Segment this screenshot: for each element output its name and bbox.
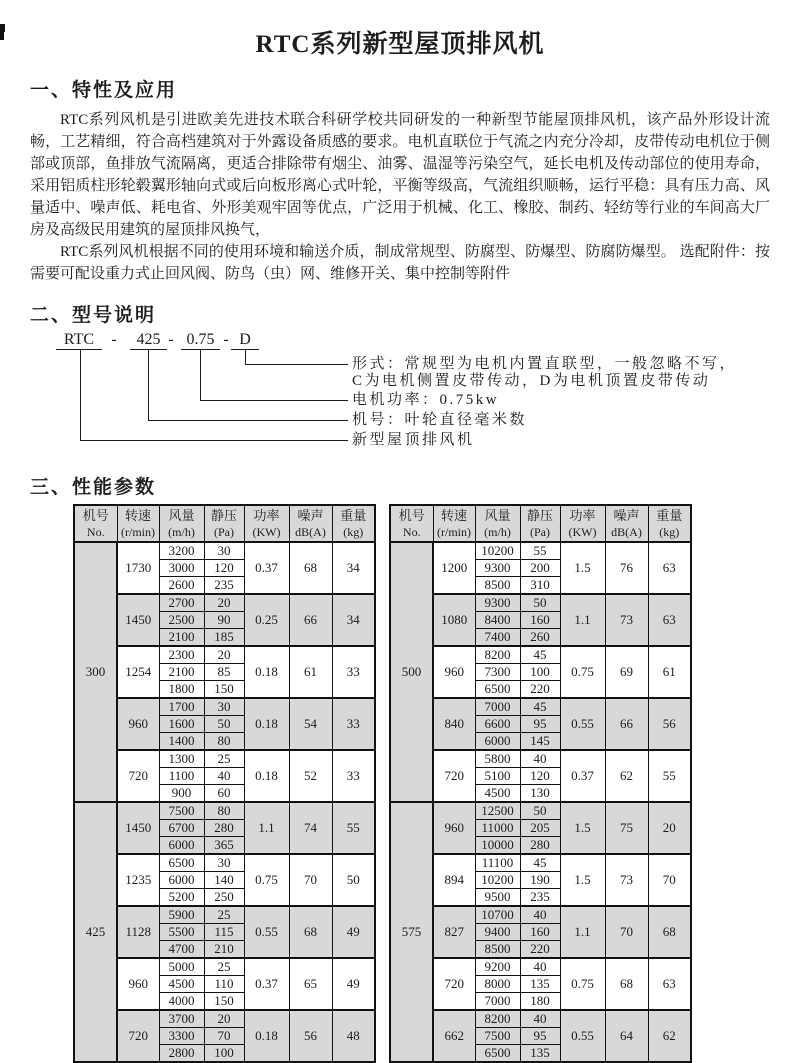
table-row (74, 906, 375, 924)
cell-weight: 33 (332, 646, 375, 698)
document-title: RTC系列新型屋顶排风机 (255, 31, 545, 58)
cell-pressure: 50 (520, 594, 560, 612)
table-row (74, 542, 375, 560)
cell-pressure: 120 (520, 768, 560, 785)
cell-noise: 66 (605, 698, 648, 750)
cell-pressure: 250 (204, 889, 244, 907)
cell-flow: 3300 (159, 1028, 204, 1045)
cell-power: 0.18 (244, 698, 289, 750)
cell-pressure: 95 (520, 1028, 560, 1045)
column-header-line2: dB(A) (611, 524, 642, 539)
table-row (390, 958, 691, 976)
column-header-line1: 重量 (656, 507, 683, 523)
cell-pressure: 110 (204, 976, 244, 993)
cell-power: 0.37 (244, 542, 289, 594)
cell-flow: 8500 (475, 941, 520, 959)
cell-pressure: 115 (204, 924, 244, 941)
column-header (475, 505, 520, 542)
cell-pressure: 365 (204, 837, 244, 855)
cell-pressure: 20 (204, 1010, 244, 1028)
cell-pressure: 145 (520, 733, 560, 751)
cell-flow: 8200 (475, 1010, 520, 1028)
cell-pressure: 50 (520, 802, 560, 820)
cell-flow: 2100 (159, 664, 204, 681)
cell-fan-no: 425 (74, 802, 117, 1062)
column-header-line1: 重量 (340, 507, 367, 523)
cell-weight: 48 (332, 1010, 375, 1062)
cell-pressure: 85 (204, 664, 244, 681)
table-row (74, 802, 375, 820)
cell-flow: 2700 (159, 594, 204, 612)
cell-pressure: 40 (520, 1010, 560, 1028)
cell-weight: 56 (648, 698, 691, 750)
cell-weight: 49 (332, 958, 375, 1010)
section1-paragraph-1: RTC系列风机是引进欧美先进技术联合科研学校共同研发的一种新型节能屋顶排风机，该产品外形设计流畅，工艺精细，符合高档建筑对于外露设备质感的要求。电机直联位于气流之内充分冷却，皮带传动电机位于侧部或顶部，鱼排放气流隔离，更适合排除带有烟尘、油雾、温湿等污染空气，延长电机及传动部位的使用寿命，采用铝质柱形轮毂翼形轴向式或后向板形离心式叶轮，平衡等级高，气流组织顺畅，运行平稳：具有压力高、风量适中、噪声低、耗电省、外形美观牢固等优点，广泛用于机械、化工、橡胶、制药、轻纺等行业的车间高大厂房及高级民用建筑的屋顶排风换气， (30, 112, 770, 238)
header-row (74, 505, 375, 542)
column-header-line2: No. (402, 524, 421, 539)
column-header (289, 505, 332, 542)
callout-label-form-line1: 形式：常规型为电机内置直联型，一般忽略不写， (352, 356, 738, 372)
cell-pressure: 205 (520, 820, 560, 837)
column-header-line2: (m/h) (168, 524, 195, 539)
cell-pressure: 30 (204, 854, 244, 872)
model-token-form: D (231, 331, 259, 350)
cell-noise: 68 (289, 906, 332, 958)
cell-speed: 1128 (117, 906, 159, 958)
cell-speed: 1730 (117, 542, 159, 594)
table-row (74, 594, 375, 612)
cell-pressure: 190 (520, 872, 560, 889)
cell-flow: 6600 (475, 716, 520, 733)
column-header (204, 505, 244, 542)
cell-flow: 2100 (159, 629, 204, 647)
cell-flow: 3000 (159, 560, 204, 577)
column-header (520, 505, 560, 542)
cell-pressure: 100 (520, 664, 560, 681)
cell-flow: 4700 (159, 941, 204, 959)
cell-flow: 6500 (159, 854, 204, 872)
column-header-line1: 静压 (526, 507, 553, 523)
cell-flow: 9200 (475, 958, 520, 976)
cell-pressure: 120 (204, 560, 244, 577)
cell-fan-no: 500 (390, 542, 433, 802)
cell-flow: 11000 (475, 820, 520, 837)
table-row (74, 646, 375, 664)
cell-flow: 4500 (159, 976, 204, 993)
scan-artifact (0, 24, 4, 40)
column-header-line1: 机号 (398, 507, 425, 523)
table-row (74, 854, 375, 872)
column-header-line1: 噪声 (613, 507, 640, 523)
performance-table-right (389, 504, 692, 1063)
column-header (159, 505, 204, 542)
cell-fan-no: 300 (74, 542, 117, 802)
cell-flow: 1300 (159, 750, 204, 768)
cell-flow: 5800 (475, 750, 520, 768)
cell-noise: 70 (605, 906, 648, 958)
column-header-line1: 转速 (124, 507, 151, 523)
section1-paragraph-2: RTC系列风机根据不同的使用环境和输送介质，制成常规型、防腐型、防爆型、防腐防爆型。 选配附件：按需要可配设重力式止回风阀、防鸟（虫）网、维修开关、集中控制等附件 (30, 244, 770, 282)
cell-weight: 33 (332, 750, 375, 802)
column-header-line2: (KW) (568, 524, 597, 539)
cell-flow: 7300 (475, 664, 520, 681)
column-header-line1: 功率 (569, 507, 596, 523)
cell-power: 0.18 (244, 750, 289, 802)
section2-heading: 二、型号说明 (30, 305, 157, 326)
cell-flow: 5200 (159, 889, 204, 907)
column-header (560, 505, 605, 542)
section3-heading: 三、性能参数 (30, 477, 157, 498)
model-code-diagram (0, 331, 800, 457)
cell-weight: 68 (648, 906, 691, 958)
table-row (390, 698, 691, 716)
callout-label-power: 电机功率：0.75kw (352, 392, 500, 408)
cell-flow: 8000 (475, 976, 520, 993)
cell-noise: 65 (289, 958, 332, 1010)
column-header-line1: 风量 (168, 507, 195, 523)
cell-flow: 6700 (159, 820, 204, 837)
column-header-line2: (kg) (659, 524, 680, 539)
cell-speed: 720 (117, 1010, 159, 1062)
cell-flow: 4500 (475, 785, 520, 803)
cell-noise: 70 (289, 854, 332, 906)
cell-flow: 12500 (475, 802, 520, 820)
cell-flow: 8200 (475, 646, 520, 664)
table-row (390, 750, 691, 768)
cell-flow: 1800 (159, 681, 204, 699)
cell-flow: 9500 (475, 889, 520, 907)
cell-noise: 54 (289, 698, 332, 750)
cell-pressure: 45 (520, 698, 560, 716)
cell-flow: 900 (159, 785, 204, 803)
cell-speed: 960 (117, 958, 159, 1010)
cell-power: 0.37 (560, 750, 605, 802)
cell-pressure: 280 (520, 837, 560, 855)
cell-speed: 894 (433, 854, 475, 906)
cell-speed: 1080 (433, 594, 475, 646)
column-header-line2: (r/min) (121, 524, 155, 539)
performance-table-left (73, 504, 376, 1063)
cell-power: 0.25 (244, 594, 289, 646)
cell-speed: 1254 (117, 646, 159, 698)
cell-flow: 5900 (159, 906, 204, 924)
cell-noise: 73 (605, 594, 648, 646)
column-header (332, 505, 375, 542)
cell-speed: 720 (433, 750, 475, 802)
cell-flow: 11100 (475, 854, 520, 872)
column-header-line2: (m/h) (484, 524, 511, 539)
cell-pressure: 100 (204, 1045, 244, 1063)
table-row (390, 906, 691, 924)
cell-noise: 61 (289, 646, 332, 698)
column-header-line1: 风量 (484, 507, 511, 523)
table-row (390, 594, 691, 612)
cell-flow: 8500 (475, 577, 520, 595)
callout-label-size: 机号：叶轮直径毫米数 (352, 412, 528, 428)
cell-speed: 960 (433, 646, 475, 698)
document-page (0, 24, 800, 1060)
model-token-power: 0.75 (181, 331, 220, 350)
cell-weight: 34 (332, 542, 375, 594)
cell-pressure: 280 (204, 820, 244, 837)
cell-noise: 68 (289, 542, 332, 594)
cell-speed: 960 (433, 802, 475, 854)
cell-pressure: 80 (204, 802, 244, 820)
table-row (74, 698, 375, 716)
column-header-line1: 机号 (82, 507, 109, 523)
cell-flow: 10200 (475, 872, 520, 889)
cell-flow: 1100 (159, 768, 204, 785)
column-header-line1: 噪声 (297, 507, 324, 523)
cell-noise: 73 (605, 854, 648, 906)
cell-flow: 10200 (475, 542, 520, 560)
cell-pressure: 40 (520, 958, 560, 976)
cell-pressure: 160 (520, 924, 560, 941)
cell-flow: 6000 (159, 837, 204, 855)
cell-noise: 64 (605, 1010, 648, 1062)
cell-pressure: 25 (204, 750, 244, 768)
column-header-line1: 功率 (253, 507, 280, 523)
cell-flow: 4000 (159, 993, 204, 1011)
cell-pressure: 20 (204, 594, 244, 612)
cell-pressure: 40 (520, 750, 560, 768)
performance-tables (73, 504, 800, 1063)
table-row (74, 750, 375, 768)
cell-speed: 827 (433, 906, 475, 958)
cell-pressure: 30 (204, 698, 244, 716)
cell-weight: 70 (648, 854, 691, 906)
column-header (390, 505, 433, 542)
model-token-dash: - (223, 331, 229, 348)
callout-line-name (80, 350, 348, 441)
cell-speed: 1200 (433, 542, 475, 594)
column-header-line2: dB(A) (295, 524, 326, 539)
cell-power: 0.18 (244, 646, 289, 698)
cell-flow: 5500 (159, 924, 204, 941)
section1-heading: 一、特性及应用 (30, 80, 178, 101)
cell-pressure: 200 (520, 560, 560, 577)
cell-noise: 76 (605, 542, 648, 594)
cell-flow: 5100 (475, 768, 520, 785)
cell-flow: 10700 (475, 906, 520, 924)
column-header (74, 505, 117, 542)
callout-label-name: 新型屋顶排风机 (352, 432, 475, 448)
cell-flow: 6500 (475, 1045, 520, 1063)
cell-flow: 5000 (159, 958, 204, 976)
cell-weight: 63 (648, 594, 691, 646)
column-header-line2: (KW) (252, 524, 281, 539)
cell-weight: 49 (332, 906, 375, 958)
cell-power: 1.5 (560, 542, 605, 594)
cell-weight: 34 (332, 594, 375, 646)
cell-speed: 720 (117, 750, 159, 802)
cell-pressure: 220 (520, 681, 560, 699)
cell-power: 0.75 (560, 646, 605, 698)
cell-pressure: 235 (520, 889, 560, 907)
column-header (648, 505, 691, 542)
cell-pressure: 40 (204, 768, 244, 785)
cell-speed: 1450 (117, 802, 159, 854)
cell-flow: 3700 (159, 1010, 204, 1028)
cell-weight: 20 (648, 802, 691, 854)
cell-power: 1.1 (560, 906, 605, 958)
table-row (74, 958, 375, 976)
cell-pressure: 40 (520, 906, 560, 924)
cell-power: 0.55 (560, 698, 605, 750)
cell-weight: 61 (648, 646, 691, 698)
callout-label-form (352, 356, 737, 390)
cell-noise: 56 (289, 1010, 332, 1062)
cell-pressure: 235 (204, 577, 244, 595)
cell-flow: 1700 (159, 698, 204, 716)
cell-pressure: 185 (204, 629, 244, 647)
cell-pressure: 180 (520, 993, 560, 1011)
cell-pressure: 45 (520, 646, 560, 664)
table-row (390, 802, 691, 820)
cell-flow: 9300 (475, 594, 520, 612)
column-header (605, 505, 648, 542)
cell-flow: 7400 (475, 629, 520, 647)
cell-flow: 8400 (475, 612, 520, 629)
model-token-size: 425 (130, 331, 167, 350)
cell-power: 1.5 (560, 854, 605, 906)
cell-pressure: 50 (204, 716, 244, 733)
cell-noise: 69 (605, 646, 648, 698)
cell-pressure: 310 (520, 577, 560, 595)
cell-flow: 3200 (159, 542, 204, 560)
model-token-dash: - (168, 331, 174, 348)
cell-noise: 68 (605, 958, 648, 1010)
cell-flow: 2500 (159, 612, 204, 629)
column-header-line2: (r/min) (437, 524, 471, 539)
cell-pressure: 140 (204, 872, 244, 889)
cell-flow: 7500 (159, 802, 204, 820)
cell-flow: 6000 (159, 872, 204, 889)
cell-pressure: 20 (204, 646, 244, 664)
cell-speed: 1450 (117, 594, 159, 646)
model-token-brand: RTC (56, 331, 102, 350)
cell-pressure: 130 (520, 785, 560, 803)
cell-power: 1.1 (244, 802, 289, 854)
table-row (390, 854, 691, 872)
column-header-line1: 转速 (440, 507, 467, 523)
cell-pressure: 160 (520, 612, 560, 629)
cell-pressure: 150 (204, 681, 244, 699)
cell-weight: 50 (332, 854, 375, 906)
table-row (390, 646, 691, 664)
cell-flow: 9400 (475, 924, 520, 941)
cell-weight: 55 (332, 802, 375, 854)
column-header-line2: (Pa) (530, 524, 550, 539)
cell-weight: 63 (648, 542, 691, 594)
cell-power: 0.75 (244, 854, 289, 906)
cell-weight: 33 (332, 698, 375, 750)
cell-fan-no: 575 (390, 802, 433, 1062)
table-row (390, 1010, 691, 1028)
cell-flow: 7000 (475, 698, 520, 716)
cell-power: 0.55 (244, 906, 289, 958)
column-header (117, 505, 159, 542)
cell-speed: 662 (433, 1010, 475, 1062)
cell-power: 1.1 (560, 594, 605, 646)
model-token-dash: - (111, 331, 117, 348)
cell-power: 0.55 (560, 1010, 605, 1062)
cell-weight: 63 (648, 958, 691, 1010)
table-row (74, 1010, 375, 1028)
cell-pressure: 55 (520, 542, 560, 560)
cell-pressure: 90 (204, 612, 244, 629)
cell-noise: 74 (289, 802, 332, 854)
cell-pressure: 135 (520, 976, 560, 993)
cell-pressure: 260 (520, 629, 560, 647)
cell-flow: 7000 (475, 993, 520, 1011)
column-header (433, 505, 475, 542)
cell-pressure: 45 (520, 854, 560, 872)
cell-pressure: 25 (204, 906, 244, 924)
cell-pressure: 60 (204, 785, 244, 803)
cell-noise: 66 (289, 594, 332, 646)
cell-pressure: 25 (204, 958, 244, 976)
header-row (390, 505, 691, 542)
cell-power: 0.18 (244, 1010, 289, 1062)
cell-pressure: 150 (204, 993, 244, 1011)
cell-weight: 55 (648, 750, 691, 802)
cell-power: 0.75 (560, 958, 605, 1010)
cell-pressure: 135 (520, 1045, 560, 1063)
cell-power: 1.5 (560, 802, 605, 854)
cell-pressure: 210 (204, 941, 244, 959)
cell-speed: 1235 (117, 854, 159, 906)
cell-flow: 1600 (159, 716, 204, 733)
cell-noise: 75 (605, 802, 648, 854)
cell-flow: 2800 (159, 1045, 204, 1063)
cell-flow: 6500 (475, 681, 520, 699)
cell-pressure: 70 (204, 1028, 244, 1045)
cell-noise: 62 (605, 750, 648, 802)
cell-speed: 840 (433, 698, 475, 750)
cell-pressure: 220 (520, 941, 560, 959)
cell-noise: 52 (289, 750, 332, 802)
cell-speed: 960 (117, 698, 159, 750)
callout-label-form-line2: C为电机侧置皮带传动，D为电机顶置皮带传动 (352, 373, 711, 389)
column-header-line2: (Pa) (214, 524, 234, 539)
cell-flow: 9300 (475, 560, 520, 577)
cell-flow: 2300 (159, 646, 204, 664)
column-header-line1: 静压 (210, 507, 237, 523)
cell-pressure: 80 (204, 733, 244, 751)
cell-weight: 62 (648, 1010, 691, 1062)
cell-flow: 1400 (159, 733, 204, 751)
cell-flow: 7500 (475, 1028, 520, 1045)
column-header-line2: (kg) (343, 524, 364, 539)
column-header-line2: No. (86, 524, 105, 539)
cell-power: 0.37 (244, 958, 289, 1010)
cell-flow: 2600 (159, 577, 204, 595)
cell-speed: 720 (433, 958, 475, 1010)
column-header (244, 505, 289, 542)
table-row (390, 542, 691, 560)
cell-pressure: 30 (204, 542, 244, 560)
cell-flow: 10000 (475, 837, 520, 855)
cell-flow: 6000 (475, 733, 520, 751)
cell-pressure: 95 (520, 716, 560, 733)
